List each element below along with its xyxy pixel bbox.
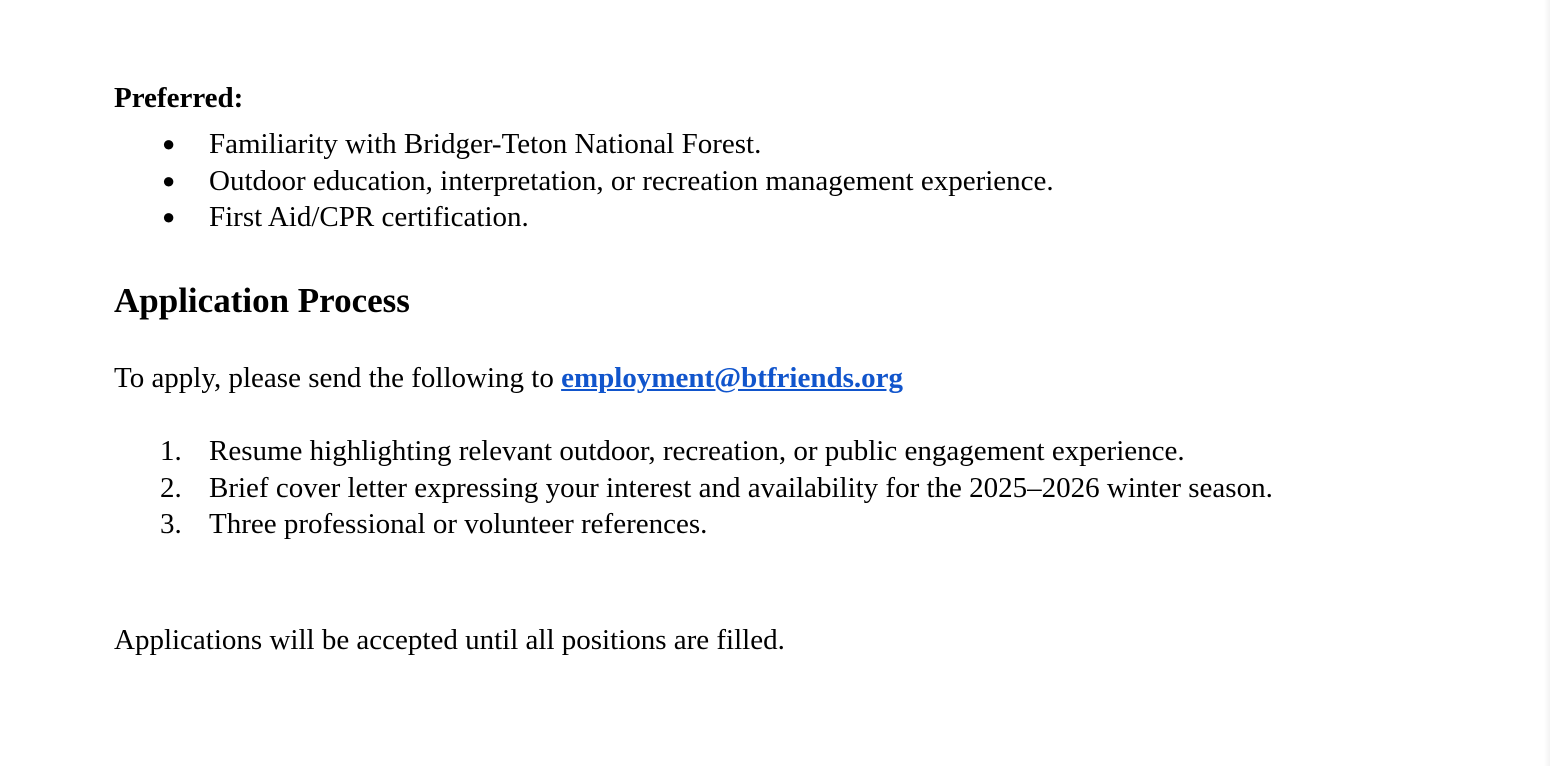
apply-paragraph	[114, 360, 903, 396]
list-item	[114, 470, 1344, 507]
list-number: 1.	[160, 435, 182, 467]
bullet-icon: ●	[162, 204, 176, 229]
application-steps-list	[114, 433, 1344, 543]
list-number: 3.	[160, 508, 182, 540]
list-number: 2.	[160, 471, 182, 504]
list-item	[114, 199, 1054, 236]
list-item	[114, 163, 1054, 200]
list-item-text: Resume highlighting relevant outdoor, recreation, or public engagement experience.	[209, 435, 1185, 467]
list-item-text: First Aid/CPR certification.	[209, 201, 529, 233]
bullet-icon: ●	[162, 131, 176, 156]
application-process-heading: Application Process	[114, 281, 410, 320]
list-item	[114, 506, 1344, 543]
list-item	[114, 126, 1054, 163]
bullet-icon: ●	[162, 167, 176, 193]
list-item-text: Familiarity with Bridger-Teton National Forest.	[209, 128, 762, 160]
page-edge-shadow	[1544, 0, 1550, 766]
preferred-heading: Preferred:	[114, 82, 244, 114]
preferred-list	[114, 126, 1054, 236]
apply-intro-text: To apply, please send the following to	[114, 362, 562, 394]
list-item-text: Outdoor education, interpretation, or recreation management experience.	[209, 164, 1054, 197]
closing-paragraph: Applications will be accepted until all positions are filled.	[114, 624, 785, 656]
list-item-text: Brief cover letter expressing your interest and availability for the 2025–2026 winter season.	[209, 471, 1273, 504]
email-link[interactable]: employment@btfriends.org	[561, 362, 904, 394]
list-item-text: Three professional or volunteer references.	[209, 508, 708, 540]
list-item	[114, 433, 1344, 470]
